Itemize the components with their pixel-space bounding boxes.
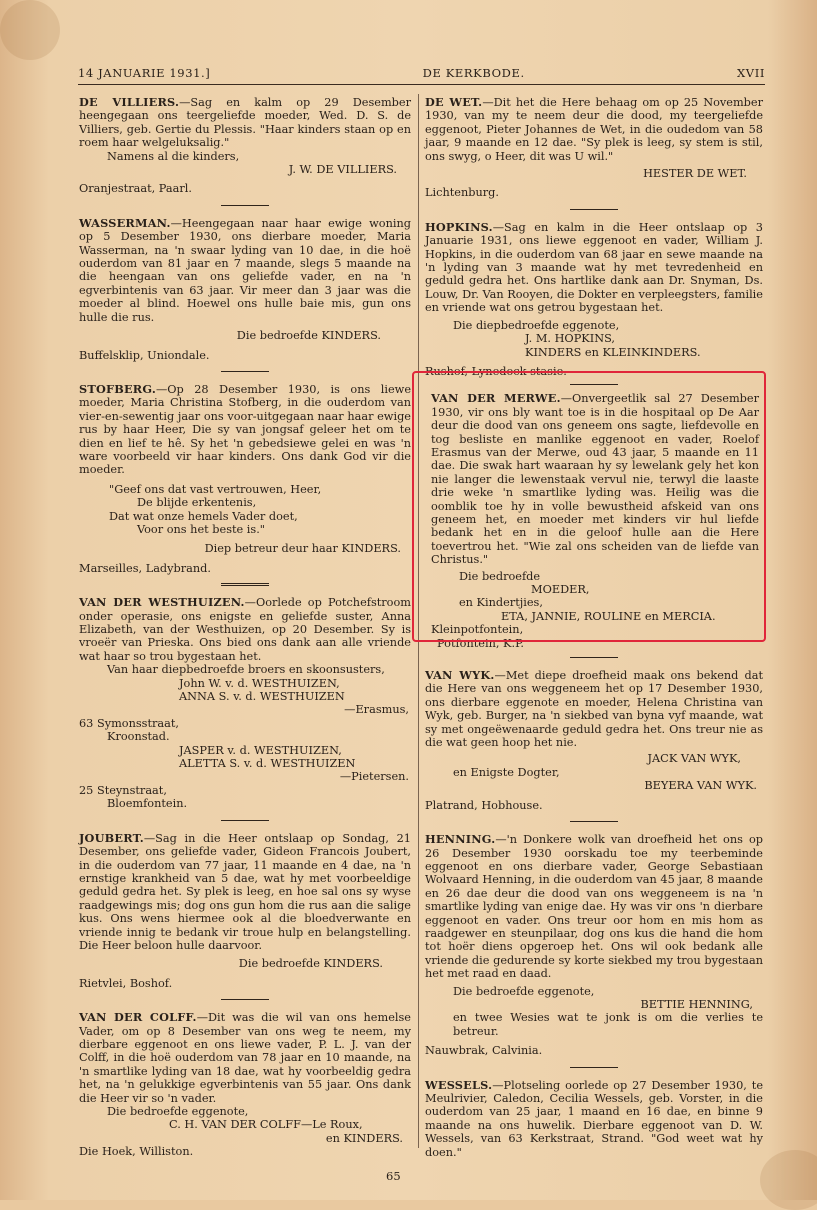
highlight-box bbox=[412, 371, 766, 642]
notice-name: JOUBERT. bbox=[79, 830, 144, 845]
notice-signoff: Die bedroefde KINDERS. bbox=[236, 329, 381, 343]
notice-signoff: Die bedroefde eggenote, bbox=[453, 984, 595, 998]
notice-body: —Sag en kalm in die Heer ontslaap op 3 Januarie 1931, ons liewe eggenoot en vader, William J. Hopkins, in die ouderdom van 68 jaar en sewe maande na 'n lyding van 3 maande wat hy met tevredenheid en geduld gedra het. Ons hartlike dank aan Dr. Snyman, Ds. Louw, Dr. Van Rooyen, die Dokter en verpleegsters, familie en vriende wat ons getrou bygestaan het. bbox=[425, 220, 763, 315]
notice-van-der-colff bbox=[79, 1011, 411, 1158]
notice-address: 63 Symonsstraat, bbox=[79, 716, 180, 730]
notice-body: —'n Donkere wolk van droefheid het ons op 26 Desember 1930 oorskadu toe my teerbeminde eggenoot en ons dierbare vader, George Sebastiaan Wolvaard Henning, in die ouderdom van 45 jaar, 8 maande en 26 dae deur die dood van ons weggeneem is na 'n smartlike lyding van enige dae. Hy was vir ons 'n dierbare eggenoot en vader. Ons treur oor hom en mis hom as raadgewer en steunpilaar, dog ons kus die hand die hom tot hoër diens opgeroep het. Ons wil ook bedank alle vriende die gedurende sy korte siekbed my trou bygestaan het met raad en daad. bbox=[425, 833, 763, 981]
notice-signer: —Pietersen. bbox=[339, 770, 409, 784]
poem-line: Voor ons het beste is." bbox=[137, 522, 265, 536]
notice-address: Bloemfontein. bbox=[107, 797, 188, 811]
notice-signer: KINDERS en KLEINKINDERS. bbox=[525, 345, 701, 359]
separator-rule bbox=[570, 657, 618, 659]
notice-signer: John W. v. d. WESTHUIZEN, bbox=[179, 676, 340, 690]
notice-signoff: en Enigste Dogter, bbox=[453, 765, 560, 779]
notice-signoff: Die diepbedroefde eggenote, bbox=[453, 318, 620, 332]
paper-stain bbox=[0, 0, 60, 60]
notice-hopkins bbox=[425, 221, 763, 378]
notice-van-wyk bbox=[425, 669, 763, 812]
notice-stofberg bbox=[79, 383, 411, 575]
separator-rule bbox=[221, 820, 269, 822]
notice-place: Platrand, Hobhouse. bbox=[425, 798, 543, 812]
poem-line: De blijde erkentenis, bbox=[137, 496, 257, 510]
notice-body: —Dit het die Here behaag om op 25 November 1930, van my te neem deur die dood, my teergeliefde eggenoot, Pieter Johannes de Wet, in die oudedom van 58 jaar, 9 maande en 12 dae. "Sy plek is leeg, sy stem is stil, ons swyg, o Heer, dit was U wil." bbox=[425, 96, 763, 163]
notice-signer: J. W. DE VILLIERS. bbox=[288, 163, 397, 177]
notice-name: DE VILLIERS. bbox=[79, 95, 180, 109]
notice-place: Rietvlei, Boshof. bbox=[79, 976, 173, 990]
separator-rule bbox=[221, 583, 269, 587]
notice-body: —Op 28 Desember 1930, is ons liewe moeder, Maria Christina Stofberg, in die ouderdom van vier-en-sewentig jaar ons voor-uitgegaan naar haar ewige rus by haar Heer, Die sy van jongsaf geleer het om te dien en lief te hê. Sy het 'n gebedsiewe gelei en was 'n ware voorbeeld vir haar kinders. Ons dank God vir die moeder. bbox=[79, 382, 411, 477]
notice-signoff: Die bedroefde bbox=[459, 569, 541, 583]
header-date: 14 JANUARIE 1931.] bbox=[78, 66, 211, 80]
poem-line: Dat wat onze hemels Vader doet, bbox=[109, 509, 298, 523]
notice-place: Buffelsklip, Uniondale. bbox=[79, 348, 210, 362]
notice-body: —Plotseling oorlede op 27 Desember 1930, te Meulrivier, Caledon, Cecilia Wessels, geb. Vorster, in die ouderdom van 25 jaar, 1 maand en 16 dae, en binne 9 maande na ons huwelik. Dierbare eggenoot van D. W. Wessels, van 63 Kerkstraat, Strand. "God weet wat hy doen." bbox=[425, 1078, 763, 1159]
notice-place: Oranjestraat, Paarl. bbox=[79, 182, 192, 196]
notice-name: VAN WYK. bbox=[425, 668, 495, 683]
separator-rule bbox=[221, 371, 269, 373]
notice-name: WESSELS. bbox=[425, 1077, 493, 1092]
left-column bbox=[79, 96, 411, 1159]
notice-signer: HESTER DE WET. bbox=[643, 167, 747, 181]
notice-body: —Sag in die Heer ontslaap op Sondag, 21 Desember, ons geliefde vader, Gideon Francois Joubert, in die ouderdom van 77 jaar, 11 maande en 4 dae, na 'n ernstige krankheid van 5 dae, wat hy met voorbeeldige geduld gedra het. Sy plek is leeg, en hoe sal ons sy wyse raadgewings mis; dog ons gun hom die rus aan die salige kus. Ons wens hiermee ook al die bloedverwante en vriende innig te bedank vir troue hulp en belangstelling. Die Heer beloon hulle daarvoor. bbox=[79, 831, 411, 952]
notice-signoff: en Kindertjies, bbox=[459, 596, 543, 610]
notice-signer: en KINDERS. bbox=[325, 1131, 403, 1145]
notice-place: Nauwbrak, Calvinia. bbox=[425, 1044, 543, 1058]
notice-signer: BETTIE HENNING, bbox=[640, 997, 753, 1011]
notice-signer: C. H. VAN DER COLFF—Le Roux, bbox=[169, 1118, 363, 1132]
notice-body: —Oorlede op Potchefstroom onder operasie, ons enigste en geliefde suster, Anna Elizabeth, van der Westhuizen, op 20 Desember. Sy is vroeër van Prieska. Ons bied ons dank aan alle vriende wat haar so trou bygestaan het. bbox=[79, 596, 411, 663]
notice-address: Kroonstad. bbox=[107, 730, 170, 744]
separator-rule bbox=[570, 209, 618, 211]
header-title: DE KERKBODE. bbox=[422, 66, 525, 80]
header-rule bbox=[78, 84, 765, 85]
notice-name: DE WET. bbox=[425, 95, 483, 109]
notice-name: VAN DER MERWE. bbox=[431, 391, 561, 406]
notice-name: STOFBERG. bbox=[79, 381, 156, 396]
notice-wessels bbox=[425, 1079, 763, 1159]
running-header bbox=[78, 66, 765, 80]
notice-place: Potfontein, K.P. bbox=[437, 636, 524, 650]
notice-van-der-westhuizen bbox=[79, 596, 411, 811]
notice-signer: ANNA S. v. d. WESTHUIZEN bbox=[179, 690, 345, 704]
notice-signer: ALETTA S. v. d. WESTHUIZEN bbox=[179, 757, 356, 771]
notice-signoff: Die bedroefde KINDERS. bbox=[238, 957, 383, 971]
separator-rule bbox=[221, 205, 269, 207]
notice-signer: JACK VAN WYK, bbox=[647, 752, 741, 766]
notice-henning bbox=[425, 833, 763, 1058]
notice-name: VAN DER COLFF. bbox=[79, 1010, 197, 1025]
notice-name: HENNING. bbox=[425, 832, 496, 847]
notice-signoff: Namens al die kinders, bbox=[107, 149, 240, 163]
notice-place: Die Hoek, Williston. bbox=[79, 1145, 194, 1159]
notice-name: VAN DER WESTHUIZEN. bbox=[79, 595, 245, 610]
notice-body: —Dit was die wil van ons hemelse Vader, om op 8 Desember van ons weg te neem, my dierbare eggenoot en ons liewe vader, P. L. J. van der Colff, in die hoë ouderdom van 78 jaar en 10 maande, na 'n smartlike lyding van 18 dae, wat hy voorbeeldig gedra het, na 'n gelukkige egverbintenis van 55 jaar. Ons dank die Heer vir so 'n vader. bbox=[79, 1011, 411, 1105]
notice-body: —Onvergeetlik sal 27 Desember 1930, vir ons bly want toe is in die hospitaal op De Aar deur die dood van ons geneem ons sagte, liefdevolle en tog besliste en manlike eggenoot en vader, Roelof Erasmus van der Merwe, oud 43 jaar, 5 maande en 11 dae. Die swak hart waaraan hy sy lewelank gely het kon nie langer die lewenstaak vervul nie, terwyl die laaste drie weke 'n smartlike lyding was. Heilig was die oomblik toe hy in volle bewustheid afskeid van ons geneem het, en moeder met kinders vir hul liefde bedank het en in die geloof hulle aan die Here toevertrou het. "Wie zal ons scheiden van de liefde van Christus." bbox=[431, 392, 759, 567]
notice-place: Lichtenburg. bbox=[425, 186, 499, 200]
notice-poem bbox=[79, 483, 411, 537]
notice-name: WASSERMAN. bbox=[79, 215, 171, 230]
separator-rule bbox=[221, 999, 269, 1001]
notice-signoff: Van haar diepbedroefde broers en skoonsusters, bbox=[107, 663, 385, 677]
notice-address: 25 Steynstraat, bbox=[79, 783, 167, 797]
notice-body: —Met diepe droefheid maak ons bekend dat die Here van ons weggeneem het op 17 Desember 1930, ons dierbare eggenote en moeder, Helena Christina van Wyk, geb. Burger, na 'n siekbed van byna vyf maande, wat sy met ongeëwenaarde geduld gedra het. Ons treur nie as die wat geen hoop het nie. bbox=[425, 669, 763, 750]
notice-name: HOPKINS. bbox=[425, 219, 493, 234]
notice-de-villiers bbox=[79, 96, 411, 196]
notice-signoff: Diep betreur deur haar KINDERS. bbox=[204, 542, 401, 556]
header-page-roman: XVII bbox=[737, 66, 765, 80]
notice-de-wet bbox=[425, 96, 763, 200]
notice-signer: ETA, JANNIE, ROULINE en MERCIA. bbox=[501, 609, 716, 623]
notice-signer: BEYERA VAN WYK. bbox=[644, 779, 757, 793]
separator-rule bbox=[570, 1067, 618, 1069]
paper-stain bbox=[760, 1150, 817, 1210]
notice-signer: J. M. HOPKINS, bbox=[525, 332, 616, 346]
notice-signoff: en twee Wesies wat te jonk is om die verlies te betreur. bbox=[453, 1011, 763, 1038]
notice-wasserman bbox=[79, 217, 411, 362]
notice-place: Rushof, Lynedock-stasie. bbox=[425, 364, 567, 378]
notice-body: —Heengegaan naar haar ewige woning op 5 Desember 1930, ons dierbare moeder, Maria Wasserman, na 'n swaar lyding van 10 dae, in die hoë ouderdom van 81 jaar en 7 maande, slegs 5 maande na die heengaan van ons geliefde vader, en na 'n egverbintenis van 63 jaar. Vir meer dan 3 jaar was die moeder al blind. Hoewel ons hulle baie mis, gun ons hulle die rus. bbox=[79, 216, 411, 324]
poem-line: "Geef ons dat vast vertrouwen, Heer, bbox=[109, 482, 322, 496]
page-number: 65 bbox=[386, 1169, 401, 1183]
notice-signer: MOEDER, bbox=[531, 583, 590, 596]
notice-place: Marseilles, Ladybrand. bbox=[79, 561, 212, 575]
notice-joubert bbox=[79, 832, 411, 990]
separator-rule bbox=[570, 821, 618, 823]
notice-body: —Sag en kalm op 29 Desember heengegaan ons teergeliefde moeder, Wed. D. S. de Villiers, geb. Gertie du Plessis. "Haar kinders staan op en roem haar welgeluksalig." bbox=[79, 96, 411, 150]
notice-signer: —Erasmus, bbox=[344, 703, 409, 717]
notice-signoff: Die bedroefde eggenote, bbox=[107, 1105, 249, 1118]
notice-place: Kleinpotfontein, bbox=[431, 623, 524, 637]
notice-signer: JASPER v. d. WESTHUIZEN, bbox=[179, 743, 342, 757]
